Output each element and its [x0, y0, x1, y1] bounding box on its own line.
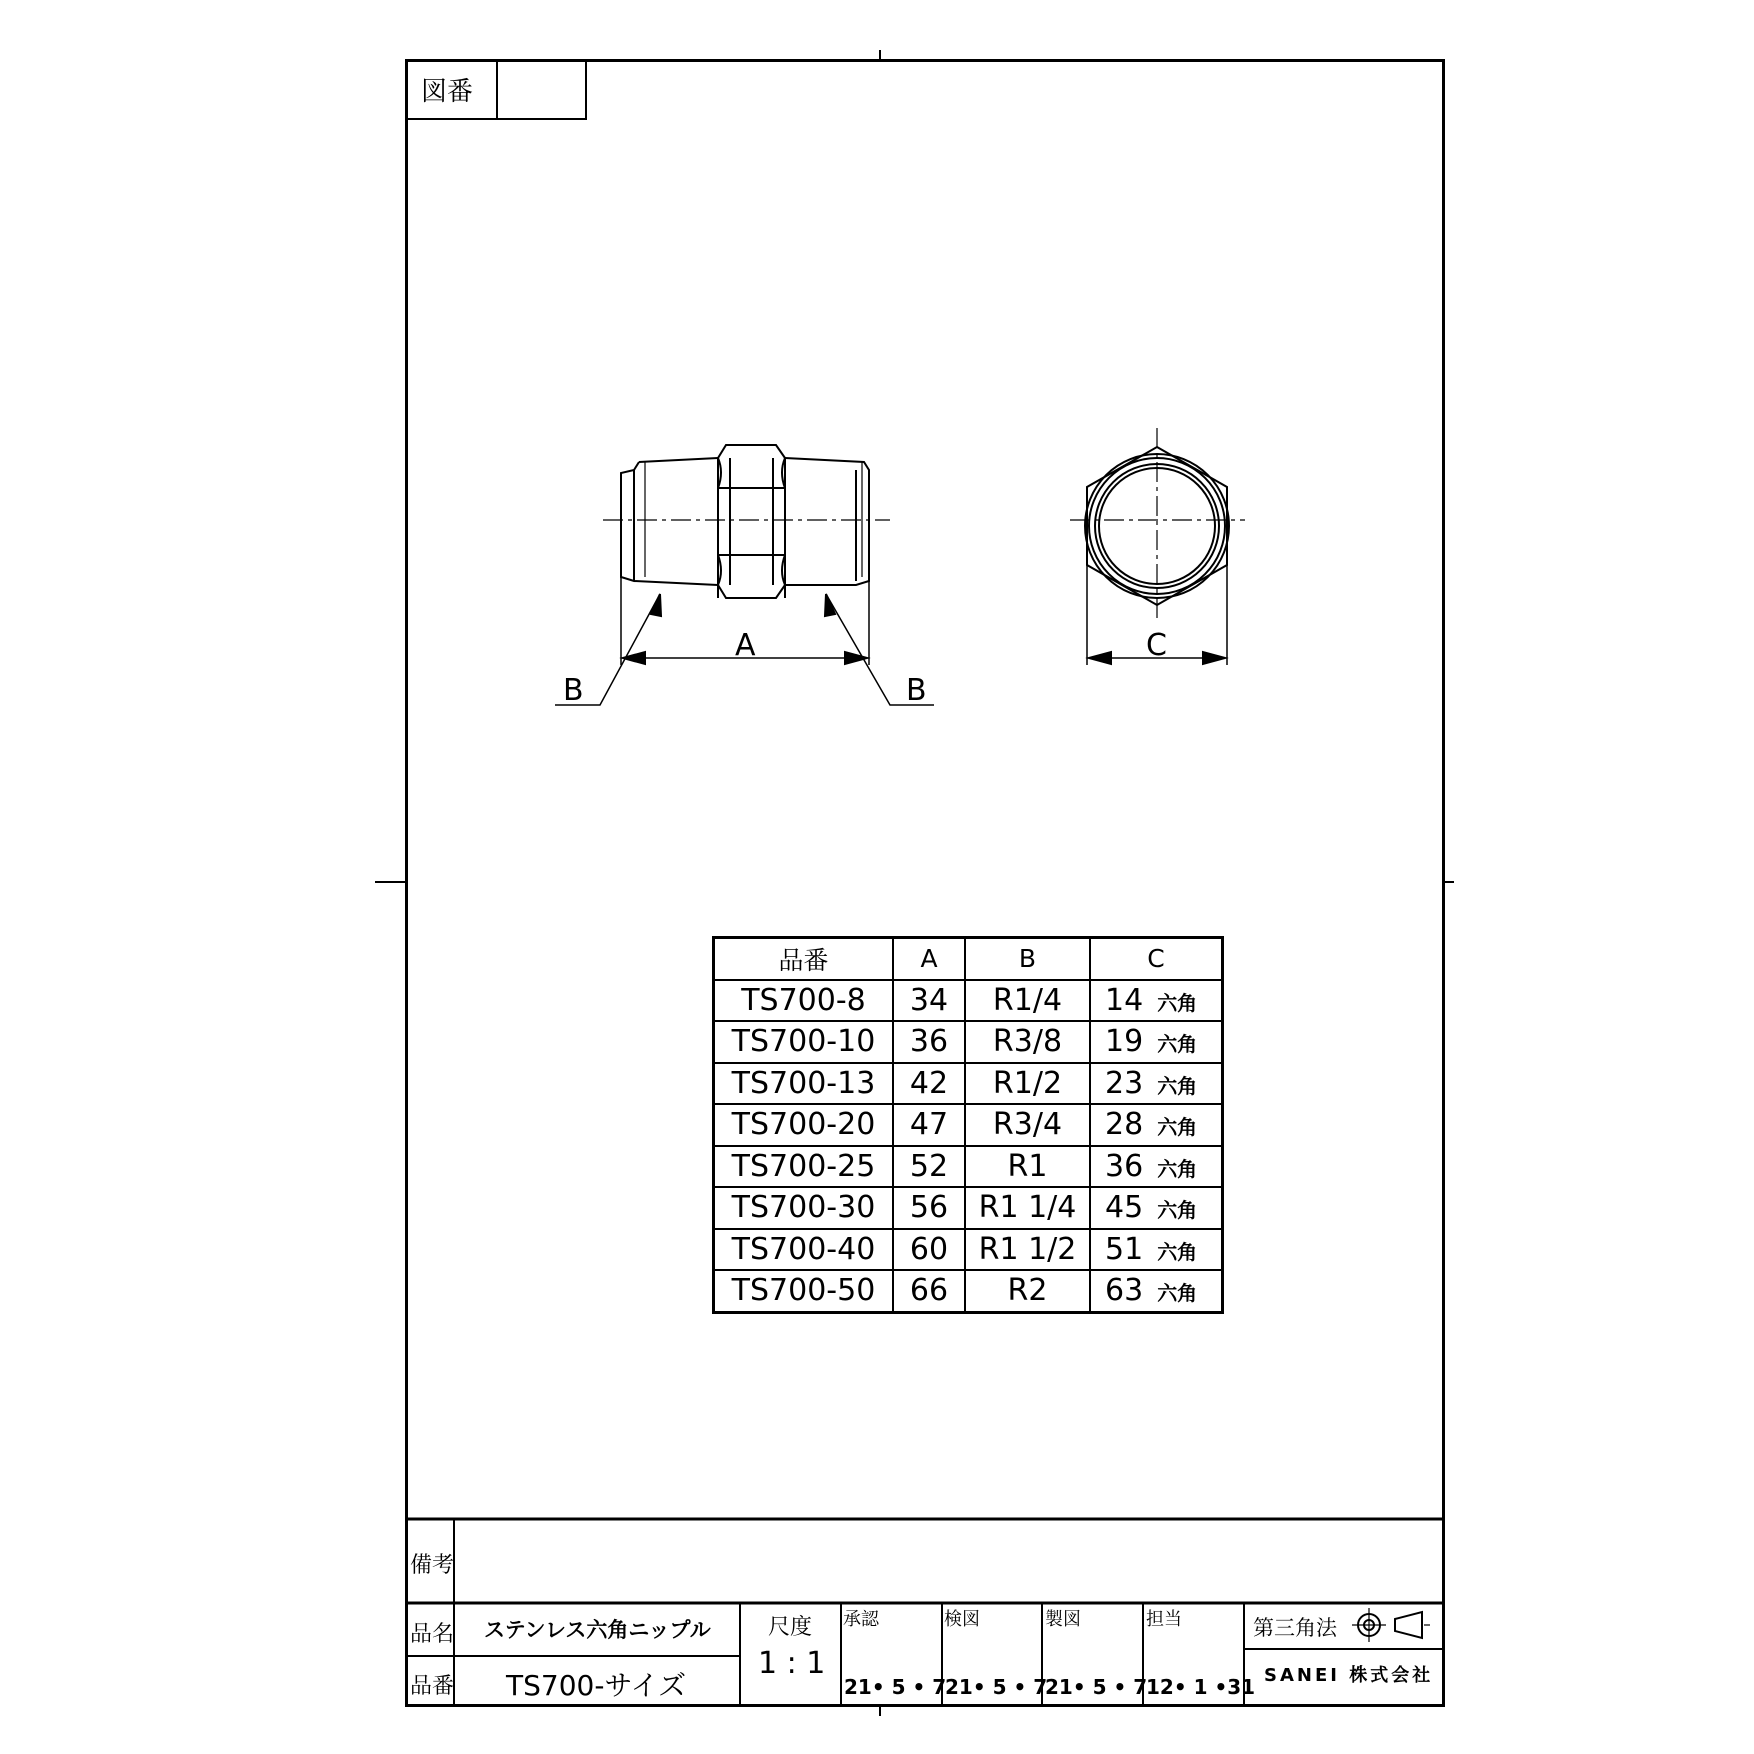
cell-a: 42 [893, 1063, 965, 1105]
cell-b: R1 [965, 1146, 1090, 1188]
company-name: SANEI 株式会社 [1264, 1665, 1434, 1686]
approval-label: 承認 [843, 1609, 879, 1630]
cell-a: 36 [893, 1021, 965, 1063]
cell-a: 56 [893, 1187, 965, 1229]
cell-c: 23 六角 [1090, 1063, 1223, 1105]
cell-c: 45 六角 [1090, 1187, 1223, 1229]
cell-a: 52 [893, 1146, 965, 1188]
cell-c: 14 六角 [1090, 980, 1223, 1022]
header-part-number: 品番 [714, 938, 894, 980]
cell-b: R1/2 [965, 1063, 1090, 1105]
header-a: A [893, 938, 965, 980]
cell-part-number: TS700-13 [714, 1063, 894, 1105]
cell-c: 28 六角 [1090, 1104, 1223, 1146]
cell-b: R1/4 [965, 980, 1090, 1022]
product-name-value: ステンレス六角ニップル [484, 1618, 711, 1642]
approval-date: 21• 5 • 7 [844, 1675, 947, 1699]
remarks-label: 備考 [410, 1553, 455, 1578]
cell-part-number: TS700-8 [714, 980, 894, 1022]
cell-a: 60 [893, 1229, 965, 1271]
dim-label-b-right: B [906, 673, 927, 708]
check-date: 21• 5 • 7 [945, 1675, 1048, 1699]
cell-part-number: TS700-10 [714, 1021, 894, 1063]
dim-label-a: A [735, 628, 756, 663]
check-label: 検図 [944, 1609, 980, 1630]
cell-c: 51 六角 [1090, 1229, 1223, 1271]
cell-b: R3/4 [965, 1104, 1090, 1146]
cell-c: 63 六角 [1090, 1270, 1223, 1312]
product-name-label: 品名 [410, 1622, 455, 1647]
cell-part-number: TS700-25 [714, 1146, 894, 1188]
cell-b: R2 [965, 1270, 1090, 1312]
cell-a: 34 [893, 980, 965, 1022]
cell-part-number: TS700-30 [714, 1187, 894, 1229]
cell-b: R3/8 [965, 1021, 1090, 1063]
dim-label-c: C [1146, 628, 1167, 663]
scale-value: 1 : 1 [758, 1646, 826, 1681]
cell-part-number: TS700-40 [714, 1229, 894, 1271]
cell-part-number: TS700-50 [714, 1270, 894, 1312]
cell-c: 36 六角 [1090, 1146, 1223, 1188]
header-b: B [965, 938, 1090, 980]
cell-b: R1 1/2 [965, 1229, 1090, 1271]
drawn-label: 製図 [1045, 1609, 1081, 1630]
cell-a: 66 [893, 1270, 965, 1312]
cell-b: R1 1/4 [965, 1187, 1090, 1229]
cell-c: 19 六角 [1090, 1021, 1223, 1063]
drawing-number-label: 図番 [421, 77, 474, 107]
third-angle-projection-icon [1352, 1608, 1430, 1642]
scale-label: 尺度 [768, 1615, 813, 1640]
charge-label: 担当 [1146, 1609, 1182, 1630]
charge-date: 12• 1 •31 [1146, 1675, 1256, 1699]
cell-part-number: TS700-20 [714, 1104, 894, 1146]
product-number-value: TS700-サイズ [506, 1669, 687, 1702]
drawn-date: 21• 5 • 7 [1045, 1675, 1148, 1699]
product-number-label: 品番 [410, 1674, 455, 1699]
projection-label: 第三角法 [1253, 1616, 1337, 1640]
header-c: C [1090, 938, 1223, 980]
cell-a: 47 [893, 1104, 965, 1146]
dim-label-b-left: B [563, 673, 584, 708]
